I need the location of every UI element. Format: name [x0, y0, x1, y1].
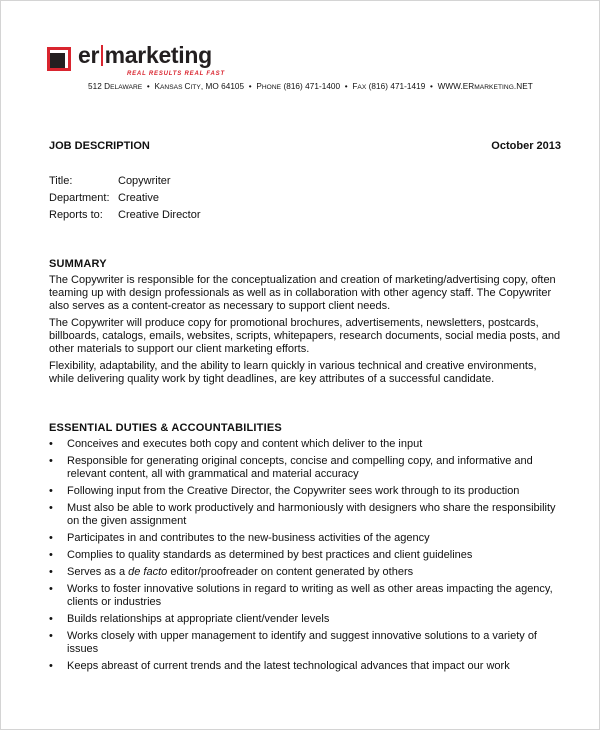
duty-text: Must also be able to work productively and harmoniously with designers who share the responsibility on the given assignment	[67, 502, 556, 527]
duty-item	[49, 532, 564, 545]
logo-er: er	[78, 42, 100, 68]
bullet-icon: •	[49, 455, 53, 467]
duty-text: Builds relationships at appropriate client/vender levels	[67, 613, 330, 625]
duty-text: Serves as a de facto editor/proofreader on content generated by others	[67, 566, 414, 578]
address-part: KANSAS CITY, MO 64105	[154, 82, 245, 91]
info-label: Title:	[49, 175, 73, 187]
info-label: Department:	[49, 192, 110, 204]
bullet-icon: •	[49, 502, 53, 514]
duties-section	[49, 422, 564, 677]
duty-text: Participates in and contributes to the new-business activities of the agency	[67, 532, 430, 544]
duty-item	[49, 455, 564, 481]
document-date: October 2013	[491, 140, 561, 152]
document-title: JOB DESCRIPTION	[49, 140, 150, 152]
info-row-title	[49, 173, 201, 190]
info-label: Reports to:	[49, 209, 103, 221]
duty-item	[49, 438, 564, 451]
duty-text: Works closely with upper management to identify and suggest innovative solutions to a variety of issues	[67, 630, 537, 655]
info-value: Copywriter	[118, 175, 171, 187]
document-header	[49, 140, 561, 152]
bullet-icon: •	[49, 613, 53, 625]
info-value: Creative Director	[118, 209, 201, 221]
duties-heading: ESSENTIAL DUTIES & ACCOUNTABILITIES	[49, 422, 282, 434]
logo-divider	[101, 45, 103, 66]
duty-text: Conceives and executes both copy and content which deliver to the input	[67, 438, 423, 450]
info-row-reports-to	[49, 207, 201, 224]
duty-item	[49, 566, 564, 579]
bullet-icon: •	[49, 549, 53, 561]
duty-item	[49, 613, 564, 626]
duty-item	[49, 660, 564, 673]
company-logo	[47, 42, 225, 81]
duty-item	[49, 502, 564, 528]
job-info	[49, 173, 201, 224]
bullet-icon: •	[49, 485, 53, 497]
bullet-icon: •	[49, 438, 53, 450]
logo-mark-icon	[47, 47, 71, 71]
duty-text: Keeps abreast of current trends and the latest technological advances that impact our work	[67, 660, 510, 672]
bullet-icon: •	[49, 583, 53, 595]
summary-section	[49, 258, 564, 390]
info-value: Creative	[118, 192, 159, 204]
duty-text: Responsible for generating original concepts, concise and compelling copy, and informative and relevant content, all with grammatical and material accuracy	[67, 455, 533, 480]
bullet-icon: •	[49, 566, 53, 578]
logo-tagline: REAL RESULTS REAL FAST	[127, 71, 225, 77]
address-separator: •	[142, 82, 155, 91]
bullet-icon: •	[49, 532, 53, 544]
summary-paragraph: The Copywriter will produce copy for promotional brochures, advertisements, newsletters, postcards, billboards, catalogs, emails, websites, scripts, whitepapers, research documents, social media posts, and other materials to support our client marketing efforts.	[49, 317, 561, 355]
address-part: 512 DELAWARE	[88, 82, 143, 91]
address-separator: •	[244, 82, 257, 91]
address-part: PHONE (816) 471-1400	[256, 82, 341, 91]
address-part: WWW.ERMARKETING.NET	[437, 82, 533, 91]
info-row-department	[49, 190, 201, 207]
address-part: FAX (816) 471-1419	[352, 82, 426, 91]
duty-text: Following input from the Creative Director, the Copywriter sees work through to its production	[67, 485, 520, 497]
address-separator: •	[340, 82, 353, 91]
address-separator: •	[425, 82, 438, 91]
duty-item	[49, 549, 564, 562]
duty-text: Works to foster innovative solutions in regard to writing as well as other areas impacting the agency, clients or industries	[67, 583, 553, 608]
duty-item	[49, 583, 564, 609]
duty-item	[49, 485, 564, 498]
duty-item	[49, 630, 564, 656]
letterhead-address	[88, 82, 533, 91]
duty-text: Complies to quality standards as determined by best practices and client guidelines	[67, 549, 473, 561]
bullet-icon: •	[49, 660, 53, 672]
summary-heading: SUMMARY	[49, 258, 107, 270]
summary-paragraph: Flexibility, adaptability, and the ability to learn quickly in various technical and creative environments, while delivering quality work by tight deadlines, are key attributes of a successful candidate.	[49, 360, 537, 385]
summary-paragraph: The Copywriter is responsible for the conceptualization and creation of marketing/advertising copy, often teaming up with design professionals as well as in collaboration with other agency staff. The Copywriter also serves as a content-creator as necessary to support client needs.	[49, 274, 556, 312]
logo-marketing: marketing	[104, 42, 212, 68]
bullet-icon: •	[49, 630, 53, 642]
logo-wordmark	[78, 42, 212, 69]
duties-list	[49, 438, 564, 673]
